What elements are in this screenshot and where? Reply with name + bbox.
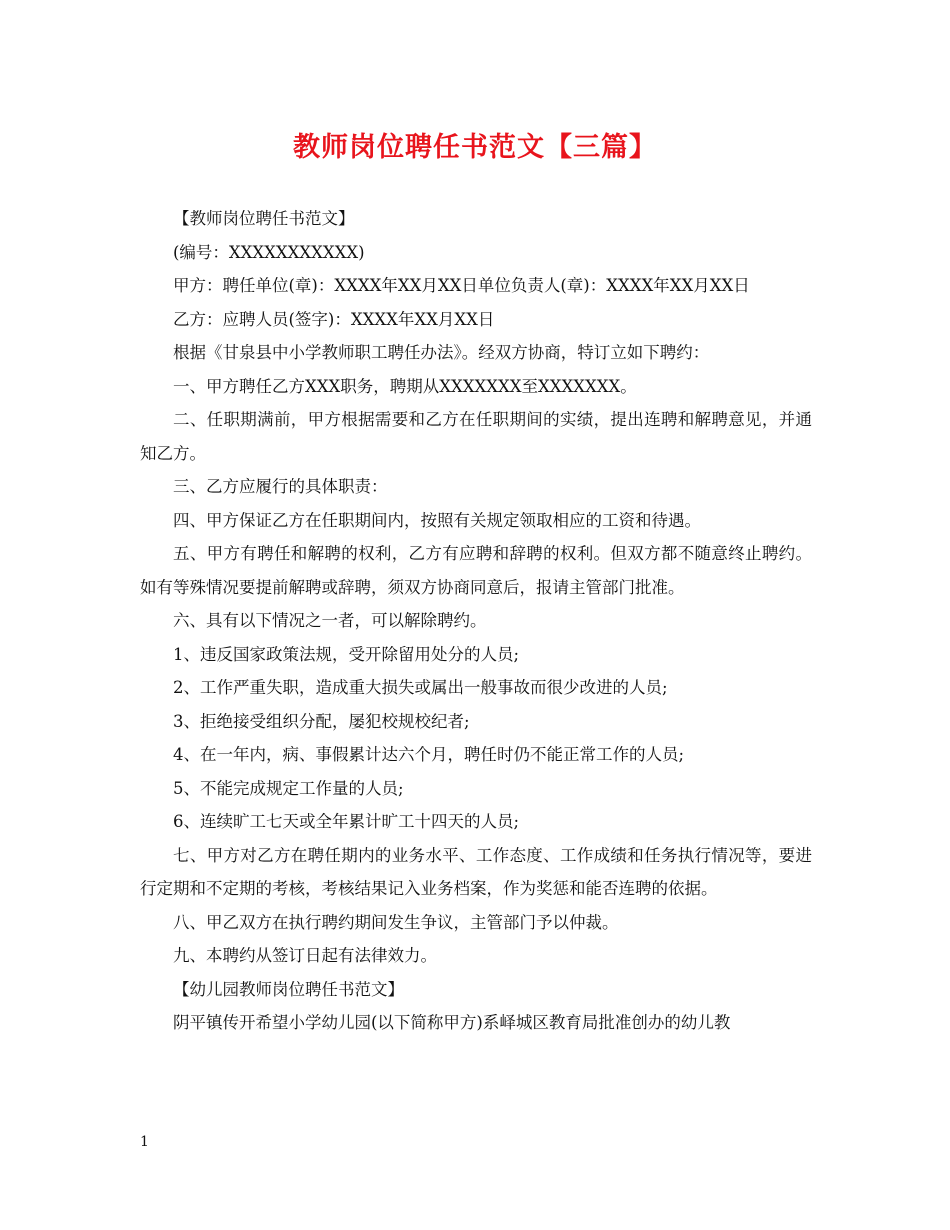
clause-9: 九、本聘约从签订日起有法律效力。 bbox=[173, 946, 437, 965]
section-heading-teacher: 【教师岗位聘任书范文】 bbox=[173, 209, 355, 228]
document-title: 教师岗位聘任书范文【三篇】 bbox=[293, 132, 657, 163]
clause-5: 五、甲方有聘任和解聘的权利，乙方有应聘和辞聘的权利。但双方都不随意终止聘约。如有等殊情况要提前解聘或辞聘，须双方协商同意后，报请主管部门批准。 bbox=[140, 544, 812, 597]
page-number: 1 bbox=[140, 1134, 149, 1150]
preamble: 根据《甘泉县中小学教师职工聘任办法》。经双方协商，特订立如下聘约： bbox=[173, 343, 710, 362]
clause-2: 二、任职期满前，甲方根据需要和乙方在任职期间的实绩，提出连聘和解聘意见，并通知乙方。 bbox=[140, 410, 812, 463]
section-heading-kindergarten: 【幼儿园教师岗位聘任书范文】 bbox=[173, 979, 404, 999]
list-item: 3、拒绝接受组织分配，屡犯校规校纪者; bbox=[173, 711, 470, 731]
party-b-line: 乙方：应聘人员(签字)：XXXX年XX月XX日 bbox=[173, 309, 495, 329]
list-item: 6、连续旷工七天或全年累计旷工十四天的人员; bbox=[173, 812, 520, 831]
clause-1: 一、甲方聘任乙方XXX职务，聘期从XXXXXXX至XXXXXXX。 bbox=[173, 376, 637, 396]
clause-3: 三、乙方应履行的具体职责： bbox=[173, 477, 388, 496]
list-item: 5、不能完成规定工作量的人员; bbox=[173, 778, 404, 798]
clause-4: 四、甲方保证乙方在任职期间内，按照有关规定领取相应的工资和待遇。 bbox=[173, 510, 701, 530]
list-item: 2、工作严重失职，造成重大损失或属出一般事故而很少改进的人员; bbox=[173, 678, 668, 697]
contract-number: (编号：XXXXXXXXXXX) bbox=[173, 242, 365, 262]
clause-6: 六、具有以下情况之一者，可以解除聘约。 bbox=[173, 611, 487, 630]
party-a-line: 甲方：聘任单位(章)：XXXX年XX月XX日单位负责人(章)：XXXX年XX月XX日 bbox=[173, 276, 750, 295]
clause-8: 八、甲乙双方在执行聘约期间发生争议，主管部门予以仲裁。 bbox=[173, 912, 619, 932]
document-body bbox=[140, 202, 812, 1040]
kindergarten-intro: 阴平镇传开希望小学幼儿园(以下简称甲方)系峄城区教育局批准创办的幼儿教 bbox=[173, 1013, 731, 1032]
clause-7: 七、甲方对乙方在聘任期内的业务水平、工作态度、工作成绩和任务执行情况等，要进行定期和不定期的考核，考核结果记入业务档案，作为奖惩和能否连聘的依据。 bbox=[140, 845, 812, 898]
list-item: 4、在一年内，病、事假累计达六个月，聘任时仍不能正常工作的人员; bbox=[173, 745, 685, 764]
list-item: 1、违反国家政策法规，受开除留用处分的人员; bbox=[173, 644, 520, 664]
